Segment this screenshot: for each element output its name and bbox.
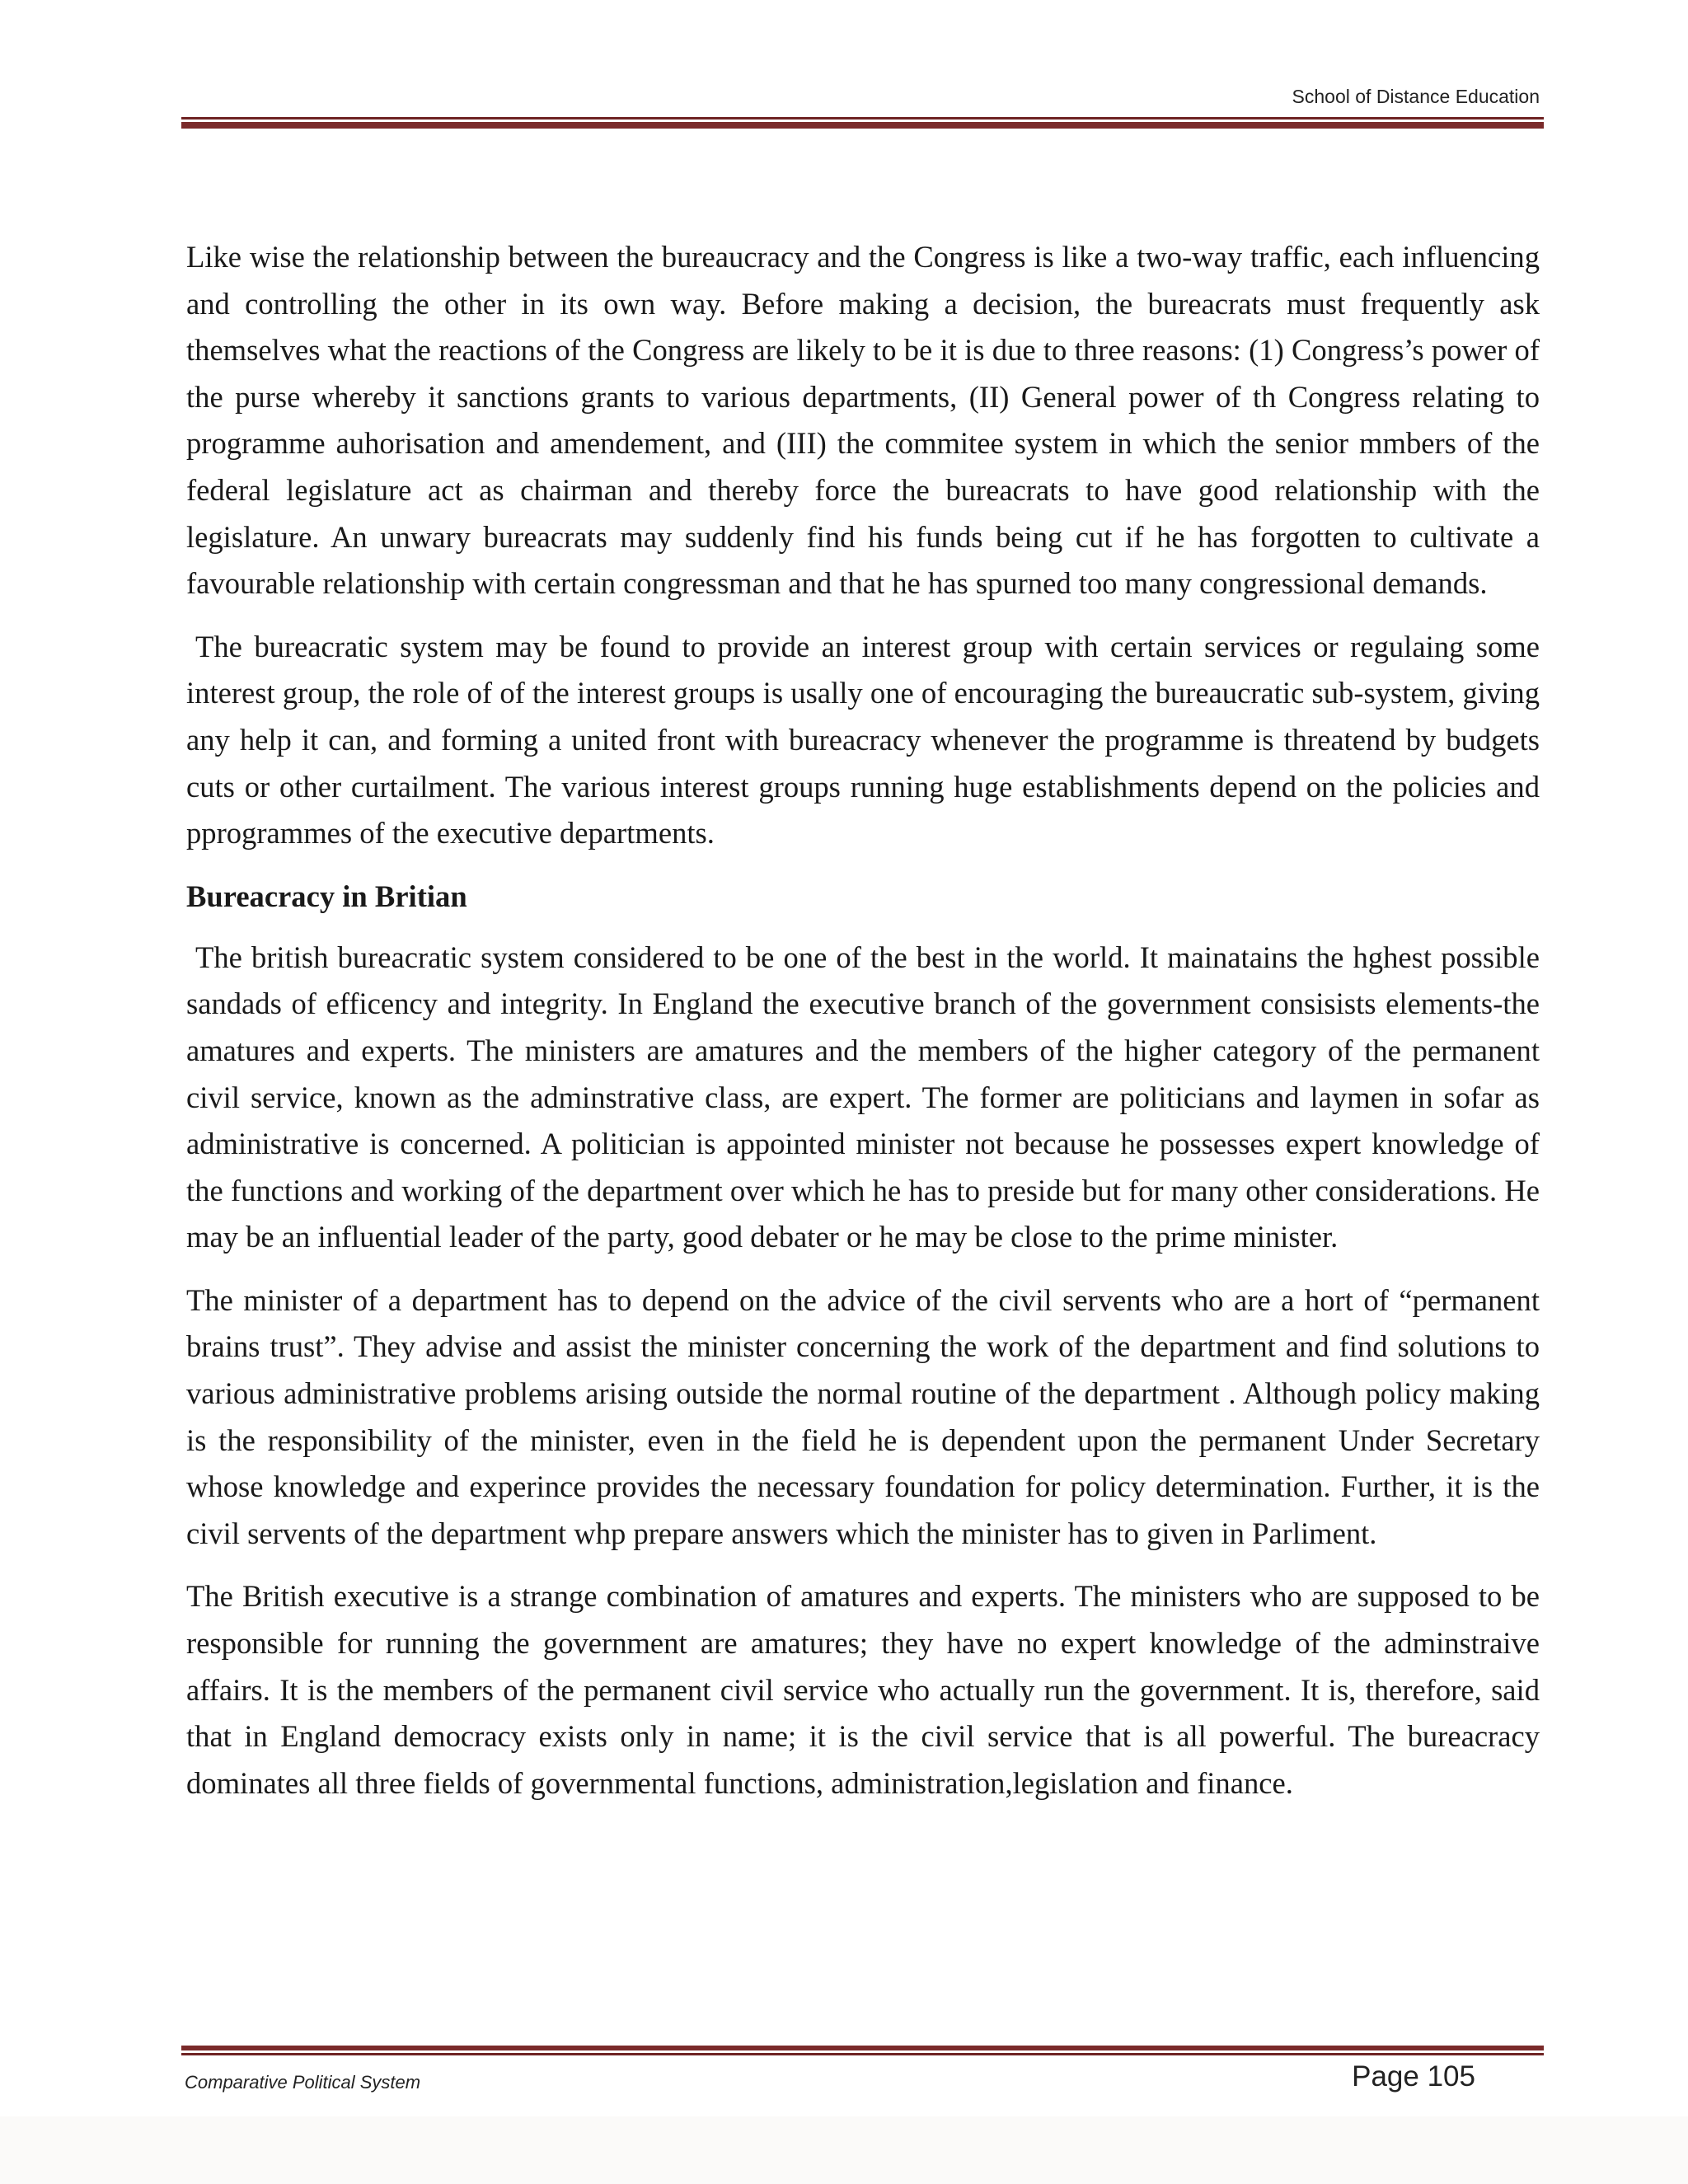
section-heading: Bureacracy in Britian — [186, 879, 467, 913]
footer-course-title: Comparative Political System — [185, 2072, 421, 2093]
page-number: Page 105 — [1352, 2060, 1475, 2093]
paragraph-3: The british bureacratic system considered to be one of the best in the world. It mainatains the hghest possible sandads of efficency and integrity. In England the executive branch of the government consisists elements-the amatures and experts. The ministers are amatures and the members of the higher category of the permanent civil service, known as the adminstrative class, are expert. The former are politicians and laymen in sofar as administrative is concerned. A politician is appointed minister not because he possesses expert knowledge of the functions and working of the department over which he has to preside but for many other considerations. He may be an influential leader of the party, good debater or he may be close to the prime minister. — [186, 940, 1540, 1254]
paragraph-4: The minister of a department has to depend on the advice of the civil servents who are a hort of “permanent brains trust”. They advise and assist the minister concerning the work of the department and find solutions to various administrative problems arising outside the normal routine of the department . Although policy making is the responsibility of the minister, even in the field he is dependent upon the permanent Under Secretary whose knowledge and experince provides the necessary foundation for policy determination. Further, it is the civil servents of the department whp prepare answers which the minister has to given in Parliment. — [186, 1282, 1540, 1550]
page-body — [186, 234, 1540, 1823]
page-bottom-margin — [0, 2116, 1688, 2184]
paragraph-2: The bureacratic system may be found to provide an interest group with certain services or regulaing some interest group, the role of of the interest groups is usally one of encouraging the bureaucratic sub-system, giving any help it can, and forming a united front with bureacracy whenever the programme is threatend by budgets cuts or other curtailment. The various interest groups running huge establishments depend on the policies and pprogrammes of the executive departments. — [186, 629, 1540, 851]
header-divider — [181, 117, 1544, 129]
header-title: School of Distance Education — [1292, 86, 1540, 107]
footer-divider — [181, 2046, 1544, 2055]
paragraph-5: The British executive is a strange combination of amatures and experts. The ministers who are supposed to be responsible for running the government are amatures; they have no expert knowledge of the adminstraive affairs. It is the members of the permanent civil service who actually run the government. It is, therefore, said that in England democracy exists only in name; it is the civil service that is all powerful. The bureacracy dominates all three fields of governmental functions, administration,legislation and finance. — [186, 1579, 1540, 1800]
paragraph-1: Like wise the relationship between the bureaucracy and the Congress is like a two-way traffic, each influencing and controlling the other in its own way. Before making a decision, the bureacrats must frequently ask themselves what the reactions of the Congress are likely to be it is due to three reasons: (1) Congress’s power of the purse whereby it sanctions grants to various departments, (II) General power of th Congress relating to programme auhorisation and amendement, and (III) the commitee system in which the senior mmbers of the federal legislature act as chairman and thereby force the bureacrats to have good relationship with the legislature. An unwary bureacrats may suddenly find his funds being cut if he has forgotten to cultivate a favourable relationship with certain congressman and that he has spurned too many congressional demands. — [186, 240, 1540, 601]
